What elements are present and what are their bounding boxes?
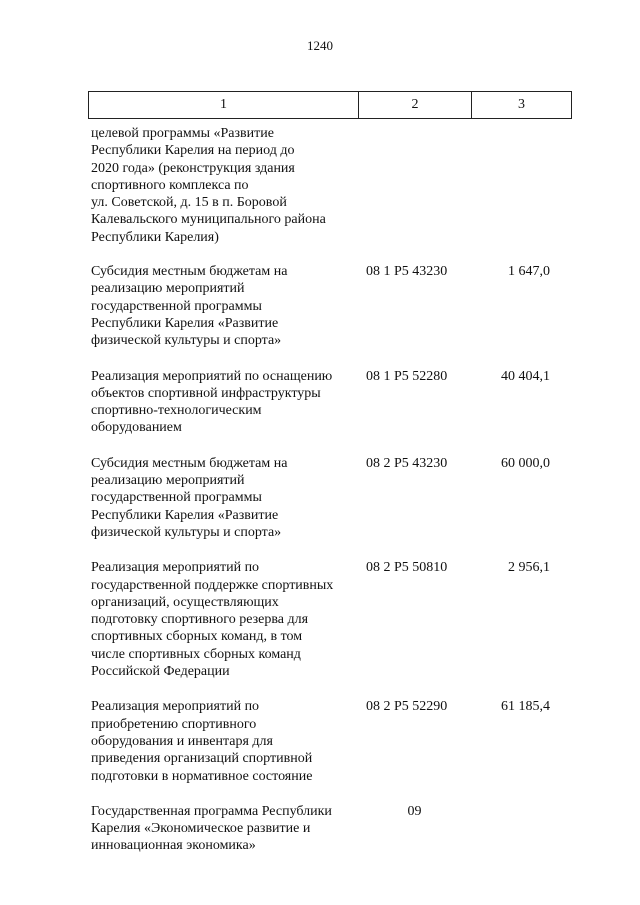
row-name: целевой программы «Развитие Республики Карелия на период до 2020 года» (реконструкция здания спортивного комплекса по ул. Советской, д. 15 в п. Боровой Калевальского муниципального района Республики Карелия) [91, 126, 326, 245]
row-sum: 60 000,0 [501, 455, 550, 471]
column-header-1: 1 [89, 92, 359, 118]
row-code: 08 2 P5 52290 [366, 699, 448, 715]
row-code: 08 2 P5 43230 [366, 455, 448, 471]
row-sum [471, 803, 572, 855]
row-sum: 1 647,0 [508, 264, 550, 280]
row-code [358, 125, 471, 246]
row-name: Реализация мероприятий по оснащению объектов спортивной инфраструктуры спортивно-технологическим оборудованием [91, 368, 333, 436]
table-row [88, 803, 572, 855]
row-name: Государственная программа Республики Карелия «Экономическое развитие и инновационная экономика» [91, 803, 332, 854]
table-row [88, 263, 572, 349]
column-header-2: 2 [359, 92, 472, 118]
row-sum: 61 185,4 [501, 699, 550, 715]
table-column-header-row [88, 91, 572, 119]
table-row [88, 455, 572, 541]
page-number: 1240 [307, 38, 333, 53]
table-row [88, 125, 572, 246]
table-row [88, 698, 572, 784]
row-code: 08 1 P5 43230 [366, 264, 448, 280]
row-code: 08 2 P5 50810 [366, 560, 448, 576]
row-name: Реализация мероприятий по приобретению спортивного оборудования и инвентаря для приведения организаций спортивной подготовки в нормативное состояние [91, 699, 313, 784]
column-header-3: 3 [518, 97, 525, 112]
row-code: 08 1 P5 52280 [366, 368, 448, 384]
row-name: Субсидия местным бюджетам на реализацию мероприятий государственной программы Республики Карелия «Развитие физической культуры и спорта» [91, 455, 288, 540]
row-code: 09 [407, 803, 422, 819]
row-sum [471, 125, 572, 246]
row-name: Субсидия местным бюджетам на реализацию мероприятий государственной программы Республики Карелия «Развитие физической культуры и спорта» [91, 264, 288, 349]
row-sum: 2 956,1 [508, 560, 550, 576]
row-sum: 40 404,1 [501, 368, 550, 384]
row-name: Реализация мероприятий по государственной поддержке спортивных организаций, осуществляющих подготовку спортивного резерва для спортивных сборных команд, в том числе спортивных сборных команд Российской Федерации [91, 560, 334, 680]
table-body [88, 125, 572, 855]
table-row [88, 559, 572, 680]
table-row [88, 368, 572, 437]
